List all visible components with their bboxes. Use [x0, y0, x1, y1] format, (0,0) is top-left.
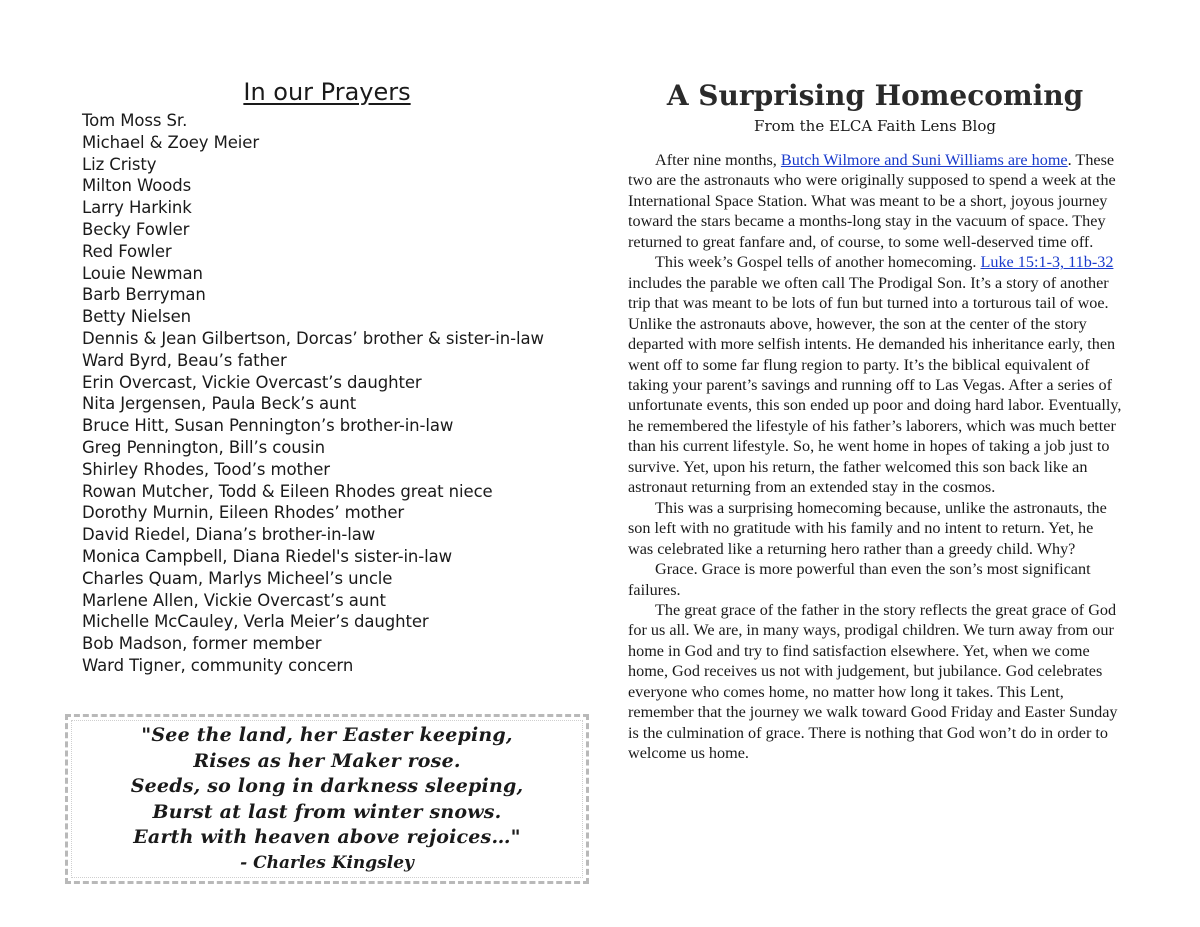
prayer-item: Liz Cristy: [82, 154, 157, 174]
prayer-item: Larry Harkink: [82, 198, 192, 218]
article-subtitle: From the ELCA Faith Lens Blog: [754, 117, 996, 135]
prayer-item: Greg Pennington, Bill’s cousin: [82, 437, 325, 457]
paragraph-text: This week’s Gospel tells of another homecoming.: [655, 253, 981, 272]
prayer-list: [82, 110, 602, 677]
prayer-item: Louie Newman: [82, 263, 203, 283]
article-paragraph: Grace. Grace is more powerful than even the son’s most significant failures.: [628, 560, 1091, 599]
prayer-item: Rowan Mutcher, Todd & Eileen Rhodes great niece: [82, 481, 493, 501]
prayer-item: Tom Moss Sr.: [82, 111, 188, 130]
article-paragraph: [628, 252, 1122, 497]
prayer-item: Michael & Zoey Meier: [82, 132, 260, 152]
prayer-item: Marlene Allen, Vickie Overcast’s aunt: [82, 590, 386, 610]
prayers-section: [82, 74, 602, 677]
quote-line: Burst at last from winter snows.: [152, 800, 502, 823]
prayer-item: Barb Berryman: [82, 285, 206, 305]
quote-line: "See the land, her Easter keeping,: [141, 724, 513, 747]
quote-line: Rises as her Maker rose.: [193, 749, 461, 772]
article-title: A Surprising Homecoming: [666, 79, 1084, 112]
prayer-item: Becky Fowler: [82, 219, 190, 239]
astronauts-link[interactable]: Butch Wilmore and Suni Williams are home: [780, 151, 1068, 169]
prayer-item: Michelle McCauley, Verla Meier’s daughter: [82, 612, 429, 632]
paragraph-text: . These two are the astronauts who were originally supposed to spend a week at the International Space Station. What was meant to be a short, joyous journey toward the stars became a months-long stay in the vacuum of space. They returned to great fanfare and, of course, to some well-deserved time off.: [628, 151, 1116, 251]
quote-box: [65, 714, 589, 884]
prayer-item: Ward Byrd, Beau’s father: [82, 350, 287, 370]
prayer-item: Charles Quam, Marlys Micheel’s uncle: [82, 568, 393, 588]
prayer-item: David Riedel, Diana’s brother-in-law: [82, 525, 376, 545]
article: [628, 76, 1122, 764]
prayer-item: Ward Tigner, community concern: [82, 655, 354, 675]
prayers-title: In our Prayers: [243, 78, 411, 106]
prayer-item: Nita Jergensen, Paula Beck’s aunt: [82, 394, 357, 414]
prayer-item: Bob Madson, former member: [82, 634, 322, 654]
prayer-item: Milton Woods: [82, 176, 192, 196]
article-paragraph: This was a surprising homecoming because, unlike the astronauts, the son left with no gratitude with his family and no intent to return. Yet, he was celebrated like a returning hero rather than a greedy child. Why?: [628, 498, 1107, 558]
article-paragraph: The great grace of the father in the story reflects the great grace of God for us all. We are, in many ways, prodigal children. We turn away from our home in God and try to find satisfaction elsewhere. Yet, when we come home, God receives us not with judgement, but jubilance. God celebrates everyone who comes home, no matter how long it takes. This Lent, remember that the journey we walk toward Good Friday and Easter Sunday is the culmination of grace. There is nothing that God won’t do in order to welcome us home.: [628, 600, 1118, 763]
prayer-item: Bruce Hitt, Susan Pennington’s brother-in-law: [82, 416, 454, 436]
quote-line: Seeds, so long in darkness sleeping,: [130, 775, 524, 798]
article-paragraph: [628, 150, 1122, 252]
prayer-item: Dennis & Jean Gilbertson, Dorcas’ brother & sister-in-law: [82, 328, 544, 348]
prayer-item: Shirley Rhodes, Tood’s mother: [82, 459, 330, 479]
prayer-item: Monica Campbell, Diana Riedel's sister-in-law: [82, 546, 453, 566]
prayer-item: Betty Nielsen: [82, 307, 191, 327]
prayer-item: Red Fowler: [82, 241, 172, 261]
paragraph-text: includes the parable we often call The Prodigal Son. It’s a story of another trip that was meant to be lots of fun but turned into a torturous tail of woe. Unlike the astronauts above, however, the son at the center of the story departed with more selfish intents. He demanded his inheritance early, then went off to some far flung region to party. It’s the biblical equivalent of taking your parent’s savings and running off to Las Vegas. After a series of unfortunate events, this son ended up poor and doing hard labor. Eventually, he remembered the lifestyle of his father’s laborers, which was much better than his current lifestyle. So, he went home in hopes of taking a job just to survive. Yet, upon his return, the father welcomed this son back like an astronaut returning from an extended stay in the cosmos.: [628, 273, 1122, 497]
quote-line: Earth with heaven above rejoices…": [133, 826, 521, 849]
paragraph-text: After nine months,: [655, 151, 781, 169]
prayer-item: Erin Overcast, Vickie Overcast’s daughter: [82, 372, 422, 392]
scripture-link[interactable]: Luke 15:1-3, 11b-32: [980, 253, 1114, 272]
prayer-item: Dorothy Murnin, Eileen Rhodes’ mother: [82, 503, 405, 523]
quote-author: - Charles Kingsley: [240, 852, 414, 873]
